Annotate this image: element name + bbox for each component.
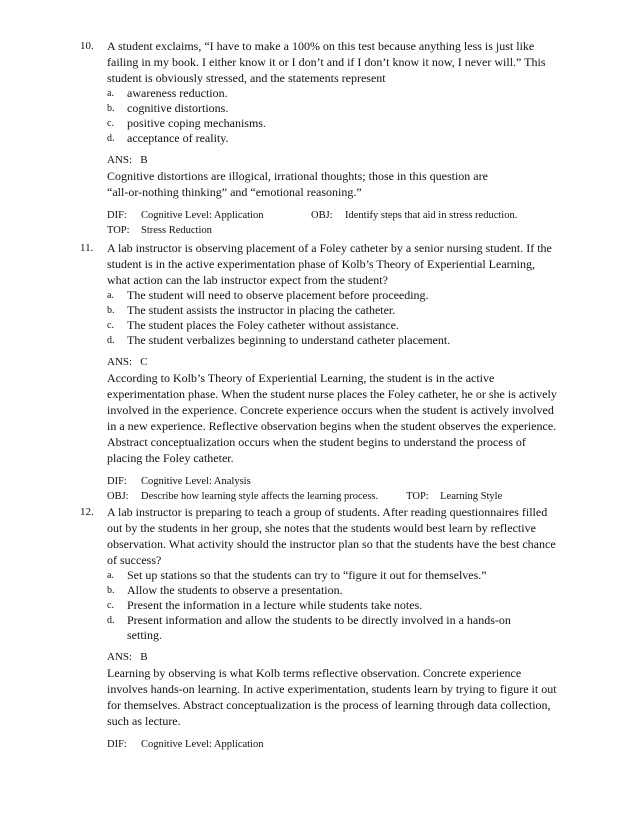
- answer-options: [107, 568, 560, 643]
- option-c: [107, 598, 560, 613]
- question-10: [80, 38, 560, 238]
- option-letter: b.: [107, 585, 115, 596]
- option-c: [107, 116, 560, 131]
- rationale: [107, 168, 560, 200]
- rationale: [107, 370, 560, 466]
- rationale-line: “all-or-nothing thinking” and “emotional reasoning.”: [107, 185, 362, 199]
- stem-line: student is obviously stressed, and the statements represent: [107, 71, 386, 85]
- option-d: [107, 333, 560, 348]
- obj-label: OBJ:: [107, 491, 129, 502]
- rationale-line: Cognitive distortions are illogical, irrational thoughts; those in this question are: [107, 169, 488, 183]
- dif-value: Cognitive Level: Application: [141, 739, 264, 750]
- option-d: [107, 131, 560, 146]
- option-a: [107, 568, 560, 583]
- option-letter: c.: [107, 600, 114, 611]
- option-b: [107, 101, 560, 116]
- answer-key: ANS: B: [107, 651, 148, 663]
- option-text: acceptance of reality.: [127, 131, 229, 145]
- question-number: 12.: [80, 506, 94, 518]
- option-letter: a.: [107, 88, 114, 99]
- option-d: [107, 613, 560, 628]
- option-letter: d.: [107, 335, 115, 346]
- question-metadata: [107, 474, 560, 504]
- question-stem: [107, 504, 560, 568]
- option-letter: d.: [107, 615, 115, 626]
- obj-label: OBJ:: [311, 210, 333, 221]
- option-d-continued: [107, 628, 560, 643]
- obj-value: Identify steps that aid in stress reduction.: [345, 210, 518, 221]
- question-metadata: [107, 737, 560, 752]
- option-b: [107, 303, 560, 318]
- rationale-line: involved in the experience. Concrete experience occurs when the student is actively involved: [107, 403, 554, 417]
- question-11: [80, 240, 560, 504]
- stem-line: of success?: [107, 553, 162, 567]
- dif-value: Cognitive Level: Application: [141, 210, 264, 221]
- obj-value: Describe how learning style affects the learning process.: [141, 491, 379, 502]
- dif-value: Cognitive Level: Analysis: [141, 476, 251, 487]
- dif-label: DIF:: [107, 476, 127, 487]
- question-number: 10.: [80, 40, 94, 52]
- option-letter: b.: [107, 305, 115, 316]
- option-text: Allow the students to observe a presentation.: [127, 583, 343, 597]
- rationale-line: According to Kolb’s Theory of Experiential Learning, the student is in the active: [107, 371, 495, 385]
- option-c: [107, 318, 560, 333]
- dif-label: DIF:: [107, 739, 127, 750]
- answer-options: [107, 86, 560, 146]
- option-text: The student will need to observe placement before proceeding.: [127, 288, 429, 302]
- rationale-line: in a new experience. Reflective observation begins when the student observes the experience.: [107, 419, 557, 433]
- option-b: [107, 583, 560, 598]
- question-number: 11.: [80, 242, 94, 254]
- option-text: cognitive distortions.: [127, 101, 229, 115]
- option-a: [107, 86, 560, 101]
- stem-line: student is in the active experimentation phase of Kolb’s Theory of Experiential Learning,: [107, 257, 535, 271]
- question-stem: [107, 38, 560, 86]
- option-letter: a.: [107, 570, 114, 581]
- dif-label: DIF:: [107, 210, 127, 221]
- rationale: [107, 665, 560, 729]
- option-letter: a.: [107, 290, 114, 301]
- rationale-line: experimentation phase. When the student nurse places the Foley catheter, he or she is actively: [107, 387, 557, 401]
- option-a: [107, 288, 560, 303]
- top-label: TOP:: [406, 491, 429, 502]
- option-letter: c.: [107, 118, 114, 129]
- rationale-line: involves hands-on learning. In active experimentation, students learn by trying to figure it out: [107, 682, 557, 696]
- answer-options: [107, 288, 560, 348]
- answer-key: ANS: C: [107, 356, 148, 368]
- option-text: Present information and allow the students to be directly involved in a hands-on: [127, 613, 511, 627]
- option-letter: b.: [107, 103, 115, 114]
- top-value: Learning Style: [440, 491, 503, 502]
- stem-line: failing in my book. I either know it or I don’t and if I don’t know it now, I never will.” This: [107, 55, 546, 69]
- answer-key: ANS: B: [107, 154, 148, 166]
- rationale-line: Abstract conceptualization occurs when the student begins to understand the process of: [107, 435, 526, 449]
- option-text: The student places the Foley catheter without assistance.: [127, 318, 399, 332]
- option-letter: d.: [107, 133, 115, 144]
- rationale-line: such as lecture.: [107, 714, 181, 728]
- question-12: [80, 504, 560, 752]
- rationale-line: Learning by observing is what Kolb terms reflective observation. Concrete experience: [107, 666, 522, 680]
- option-text: positive coping mechanisms.: [127, 116, 266, 130]
- question-metadata: [107, 208, 560, 238]
- option-text: awareness reduction.: [127, 86, 228, 100]
- option-text: The student assists the instructor in placing the catheter.: [127, 303, 396, 317]
- stem-line: what action can the lab instructor expect from the student?: [107, 273, 388, 287]
- option-text: setting.: [127, 628, 162, 642]
- option-letter: c.: [107, 320, 114, 331]
- stem-line: A lab instructor is preparing to teach a group of students. After reading questionnaires filled: [107, 505, 548, 519]
- option-text: Present the information in a lecture while students take notes.: [127, 598, 423, 612]
- top-value: Stress Reduction: [141, 225, 212, 236]
- option-text: The student verbalizes beginning to understand catheter placement.: [127, 333, 451, 347]
- top-label: TOP:: [107, 225, 130, 236]
- stem-line: observation. What activity should the instructor plan so that the students have the best chance: [107, 537, 556, 551]
- stem-line: A lab instructor is observing placement of a Foley catheter by a senior nursing student. If the: [107, 241, 552, 255]
- option-text: Set up stations so that the students can try to “figure it out for themselves.”: [127, 568, 487, 582]
- question-stem: [107, 240, 560, 288]
- rationale-line: placing the Foley catheter.: [107, 451, 234, 465]
- rationale-line: for themselves. Abstract conceptualization is the process of learning through data collection,: [107, 698, 551, 712]
- stem-line: out by the students in her group, she notes that the students would best learn by reflective: [107, 521, 536, 535]
- stem-line: A student exclaims, “I have to make a 100% on this test because anything less is just like: [107, 39, 535, 53]
